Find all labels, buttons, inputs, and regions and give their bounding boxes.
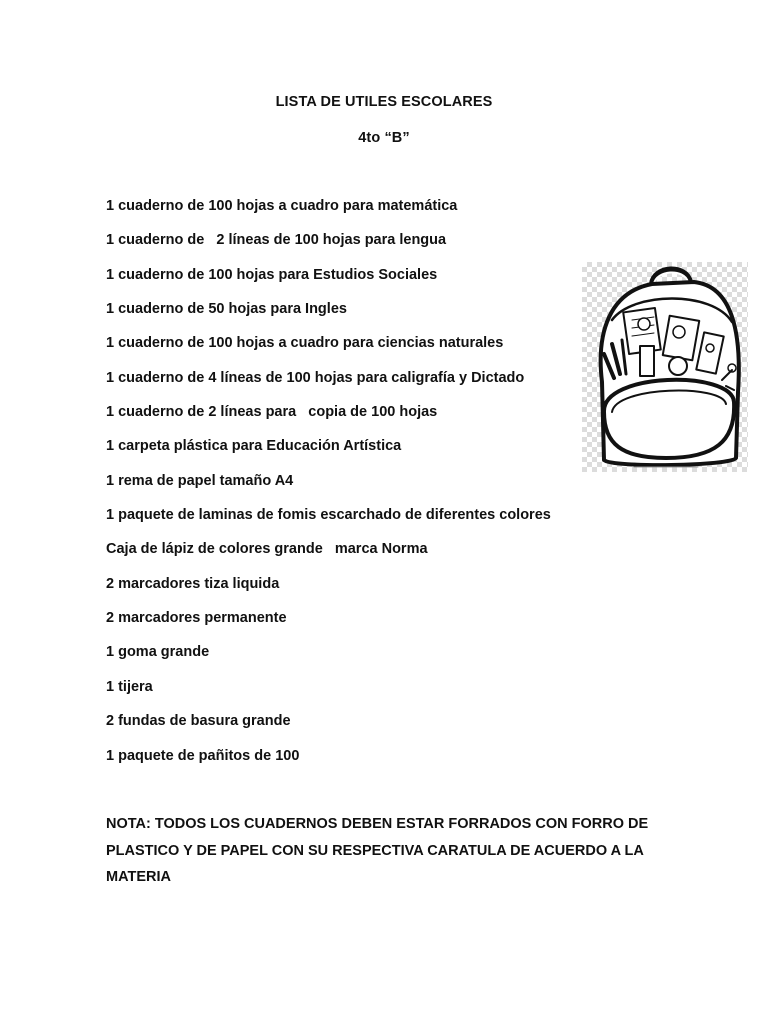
document-note: NOTA: TODOS LOS CUADERNOS DEBEN ESTAR FORRADOS CON FORRO DE PLASTICO Y DE PAPEL CON SU RESPECTIVA CARATULA DE ACUERDO A LA MATERIA	[106, 816, 649, 885]
list-item: 1 cuaderno de 2 líneas de 100 hojas para lengua	[106, 232, 447, 249]
backpack-icon	[582, 262, 748, 472]
list-item: 1 goma grande	[106, 644, 210, 661]
list-item: 1 tijera	[106, 678, 153, 695]
list-item: 1 cuaderno de 4 líneas de 100 hojas para caligrafía y Dictado	[106, 369, 525, 386]
list-item: 1 rema de papel tamaño A4	[106, 472, 294, 489]
list-item: 1 paquete de laminas de fomis escarchado de diferentes colores	[106, 507, 551, 524]
list-item: 1 cuaderno de 100 hojas para Estudios Sociales	[106, 266, 438, 283]
list-item: 1 paquete de pañitos de 100	[106, 747, 300, 764]
list-item: 1 cuaderno de 50 hojas para Ingles	[106, 301, 347, 318]
list-item: 1 carpeta plástica para Educación Artística	[106, 438, 402, 455]
list-item: 2 marcadores tiza liquida	[106, 575, 280, 592]
document-subtitle: 4to “B”	[358, 130, 410, 146]
list-item: 1 cuaderno de 100 hojas a cuadro para ciencias naturales	[106, 335, 504, 352]
document-title: LISTA DE UTILES ESCOLARES	[275, 94, 493, 110]
list-item: 1 cuaderno de 2 líneas para copia de 100 hojas	[106, 404, 438, 421]
list-item: 2 fundas de basura grande	[106, 713, 291, 730]
list-item: Caja de lápiz de colores grande marca Norma	[106, 541, 428, 558]
list-item: 2 marcadores permanente	[106, 610, 287, 627]
supply-list	[106, 197, 551, 781]
list-item: 1 cuaderno de 100 hojas a cuadro para matemática	[106, 198, 458, 214]
